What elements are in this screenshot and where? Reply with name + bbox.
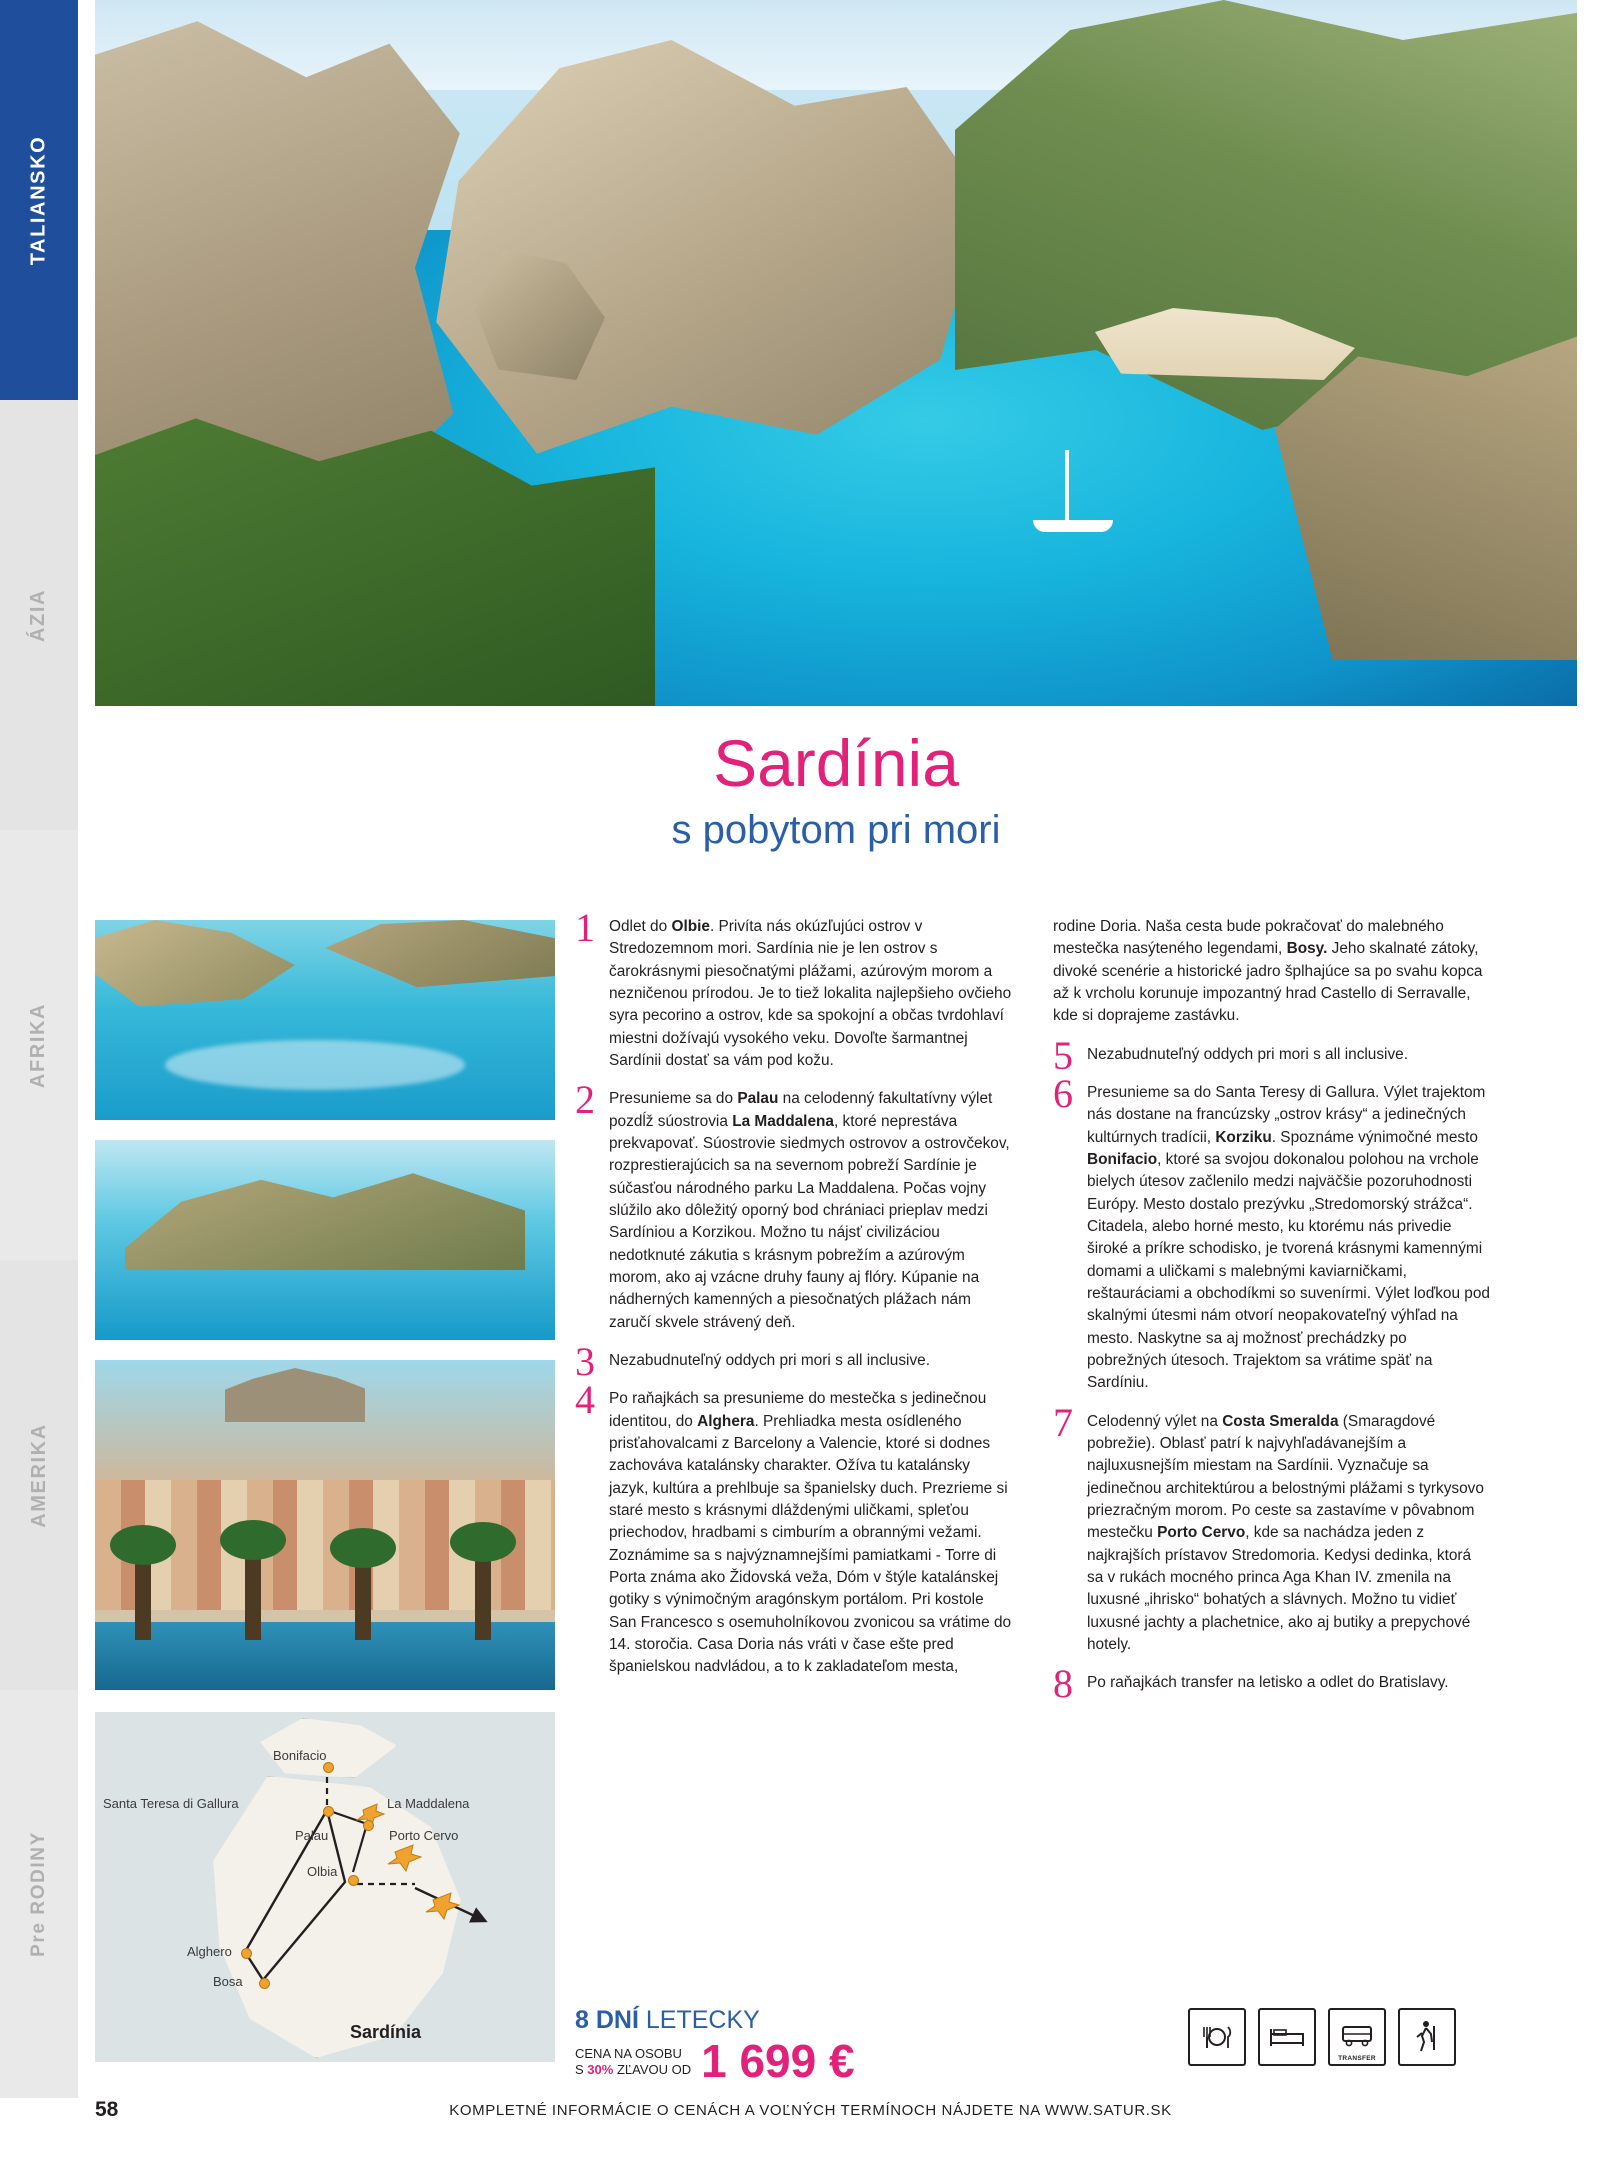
price-block: [575, 2006, 1095, 2087]
photo-coastal-town: [95, 1360, 555, 1690]
page-subtitle: s pobytom pri mori: [671, 808, 1001, 852]
day-text: Nezabudnuteľný oddych pri mori s all inclusive.: [1087, 1045, 1409, 1063]
sidebar-item-label: AMERIKA: [27, 1422, 50, 1528]
day-text: rodine Doria. Naša cesta bude pokračovať do malebného mestečka nasýteného legendami, Bosy. Jeho skalnaté zátoky, divoké scenérie a historické jadro šplhajúce sa po svahu kopca až k vrcholu korunuje impozantný hrad Castello di Serravalle, kde si doprajeme zastávku.: [1053, 918, 1483, 1025]
map-label-bosa: Bosa: [213, 1974, 243, 1989]
page-number: 58: [95, 2098, 119, 2121]
duration-days: 8 DNÍ: [575, 2006, 639, 2034]
price-label-line2: S 30% ZĽAVOU OD: [575, 2062, 692, 2078]
itinerary-day-4: [575, 1377, 1012, 1678]
day-text: Celodenný výlet na Costa Smeralda (Smaragdové pobrežie). Oblasť patrí k najvyhľadávanejším a najluxusnejším miestam na Sardínii. Vyznačuje sa jedinečnou architektúrou a belostnými plážami s tyrkysovo priezračným morom. Po ceste sa zastavíme v pôvabnom mestečku Porto Cervo, kde sa nachádza jeden z najkrajších prístavov Stredomoria. Kedysi dedinka, ktorá sa v rukách mocného princa Aga Khan IV. zmenila na luxusné „ihrisko“ bohatých a slávnych. Možno tu vidieť luxusné jachty a plachetnice, ako aj butiky a prepychové hotely.: [1087, 1412, 1484, 1653]
sidebar-item-label: Pre RODINY: [28, 1831, 49, 1957]
day-text: Presunieme sa do Palau na celodenný fakultatívny výlet pozdĺž súostrovia La Maddalena, ktoré neprestáva prekvapovať. Súostrovie siedmych ostrovov a ostrovčekov, rozprestierajúcich sa na severnom pobreží Sardínie je súčasťou národného parku La Maddalena. Počas vojny slúžilo ako dôležitý oporný bod chrániaci prieplav medzi Sardíniou a Korzikou. Možno tu nájsť civilizáciou nedotknuté zákutia s krásnym pobrežím a azúrovým morom, ako aj vzácne druhy fauny aj flóry. Kúpanie na nádherných kamenných a piesočnatých plážach nám zaručí skvele strávený deň.: [609, 1090, 1010, 1331]
duration-line: [575, 2006, 1095, 2035]
duration-transport: LETECKY: [645, 2006, 760, 2034]
map-label-bonifacio: Bonifacio: [273, 1748, 327, 1763]
sidebar-item-pre-rodiny[interactable]: [0, 1690, 78, 2098]
sidebar-item-azia[interactable]: [0, 400, 78, 830]
itinerary-day-8: [1053, 1661, 1490, 1707]
sidebar-item-afrika[interactable]: [0, 830, 78, 1260]
photo-bay-with-boats: [95, 1140, 555, 1340]
sidebar-item-label: AFRIKA: [27, 1002, 50, 1088]
map-dot-alghero: [241, 1948, 252, 1959]
map-label-alghero: Alghero: [187, 1944, 232, 1959]
hiking-icon: [1398, 2008, 1456, 2066]
photo-la-maddalena: [95, 920, 555, 1120]
day-number: 7: [1053, 1399, 1073, 1445]
day-text: Nezabudnuteľný oddych pri mori s all inclusive.: [609, 1351, 931, 1369]
map-label-la-maddalena: La Maddalena: [387, 1796, 470, 1811]
title-block: [95, 726, 1577, 853]
route-map: [95, 1712, 555, 2062]
map-title: Sardínia: [350, 2022, 422, 2042]
itinerary-day-5: [1053, 1032, 1490, 1078]
day-number: 3: [575, 1338, 595, 1384]
map-dot-santa-teresa: [323, 1806, 334, 1817]
price-label: [575, 2046, 691, 2083]
map-label-porto-cervo: Porto Cervo: [389, 1828, 459, 1843]
side-tab-strip: [0, 0, 78, 2098]
day-number: 4: [575, 1377, 595, 1423]
sidebar-item-label: TALIANSKO: [27, 135, 50, 265]
itinerary-day-1: [575, 905, 1012, 1072]
day-number: 6: [1053, 1070, 1073, 1116]
hero-photo-sardinia-coast: [95, 0, 1577, 706]
day-text: Po raňajkách transfer na letisko a odlet do Bratislavy.: [1087, 1674, 1449, 1692]
bus-transfer-label: TRANSFER: [1338, 2055, 1376, 2062]
map-label-palau: Palau: [295, 1828, 329, 1843]
itinerary-day-2: [575, 1077, 1012, 1334]
amenity-icons: [1188, 2008, 1456, 2066]
map-dot-bonifacio: [323, 1762, 334, 1773]
itinerary-day-7: [1053, 1399, 1490, 1657]
price-label-line1: CENA NA OSOBU: [575, 2045, 682, 2061]
itinerary-column-right: [1053, 916, 1490, 1711]
page-title: Sardínia: [713, 726, 959, 800]
day-number: 2: [575, 1077, 595, 1123]
day-number: 5: [1053, 1032, 1073, 1078]
day-text: Odlet do Olbie. Privíta nás okúzľujúci ostrov v Stredozemnom mori. Sardínia nie je len ostrov s čarokrásnymi piesočnatými plážami, azúrovým morom a nezničenou prírodou. Je to tiež lokalita najlepšieho ovčieho syra pecorino a ostrov, kde sa spokojní a občas tvrdohlaví miestni dožívajú vysokého veku. Dovoľte šarmantnej Sardínii dostať sa vám pod kožu.: [609, 918, 1012, 1069]
bus-transfer-icon: [1328, 2008, 1386, 2066]
sidebar-item-label: ÁZIA: [27, 588, 50, 642]
meal-icon: [1188, 2008, 1246, 2066]
map-dot-olbia: [348, 1875, 359, 1886]
day-text: Po raňajkách sa presunieme do mestečka s jedinečnou identitou, do Alghera. Prehliadka mesta osídleného prisťahovalcami z Barcelony a Valencie, ktoré si dodnes zachováva katalánsky charakter. Ožíva tu katalánsky jazyk, kultúra a prehlbuje sa španielsky duch. Prezrieme si staré mesto s krásnymi dláždenými uličkami, spleťou priechodov, hradbami s cimburím a obrannými vežami. Zoznámime sa s najvýznamnejšími pamiatkami - Torre di Porta známa ako Židovská veža, Dóm v štýle katalánskej gotiky s výnimočným aragónskym portálom. Pri kostole San Francesco s osemuholníkovou zvonicou sa vrátime do 14. storočia. Casa Doria nás vráti v čase ešte pred španielskou nadvládou, a to k zakladateľom mesta,: [609, 1390, 1012, 1676]
day-text: Presunieme sa do Santa Teresy di Gallura. Výlet trajektom nás dostane na francúzsky „ostrov krásy“ a jedinečných kultúrnych tradícii, Korziku. Spoznáme výnimočné mesto Bonifacio, ktoré sa svojou dokonalou polohou na vrchole bielych útesov začlenilo medzi najväčšie pozoruhodnosti Európy. Mesto dostalo prezývku „Stredomorský strážca“. Citadela, alebo horné mesto, ku ktorému nás privedie široké a príkre schodisko, je tvorená krásnymi kamennými domami a uličkami s malebnými kaviarničkami, reštauráciami a obchodíkmi so suvenírmi. Výlet loďkou pod skalnými útesmi nám otvorí neopakovateľný výhľad na mesto. Naskytne sa aj možnosť prechádzky po pobrežných útesoch. Trajektom sa vrátime späť na Sardíniu.: [1087, 1083, 1490, 1392]
sidebar-item-taliansko[interactable]: [0, 0, 78, 400]
discount-percent: 30%: [587, 2062, 614, 2078]
itinerary-day-3: [575, 1338, 1012, 1384]
map-dot-bosa: [259, 1978, 270, 1989]
sailboat-icon: [1025, 450, 1135, 540]
map-label-olbia: Olbia: [307, 1864, 338, 1879]
day-number: 8: [1053, 1661, 1073, 1707]
bed-icon: [1258, 2008, 1316, 2066]
itinerary-day-4-continued: [1053, 916, 1490, 1028]
itinerary-day-6: [1053, 1070, 1490, 1395]
footer-note: KOMPLETNÉ INFORMÁCIE O CENÁCH A VOĽNÝCH TERMÍNOCH NÁJDETE NA WWW.SATUR.SK: [449, 2102, 1172, 2119]
map-dot-la-maddalena: [363, 1820, 374, 1831]
sidebar-item-amerika[interactable]: [0, 1260, 78, 1690]
map-label-santa-teresa: Santa Teresa di Gallura: [103, 1796, 239, 1811]
day-number: 1: [575, 905, 595, 950]
itinerary-column-left: [575, 905, 1012, 1695]
price-value: 1 699 €: [701, 2035, 855, 2087]
